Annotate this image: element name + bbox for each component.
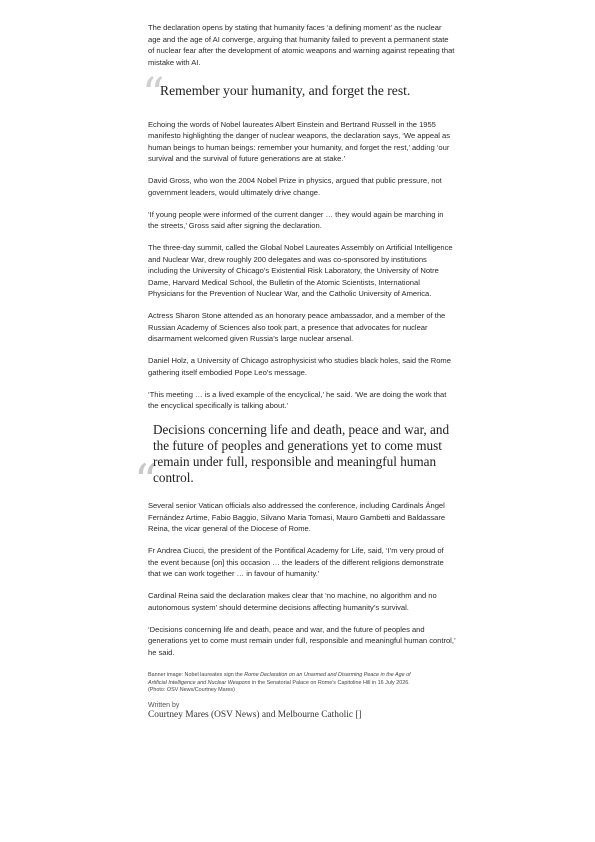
caption-title: Rome Declaration on an Unarmed and Disarming Peace in the Age of Artificial Intelligence and Nuclear Weapons xyxy=(148,672,411,686)
article-body xyxy=(134,22,456,721)
quote-mark-icon: “ xyxy=(142,68,165,120)
paragraph: David Gross, who won the 2004 Nobel Prize in physics, argued that public pressure, not government leaders, would ultimately drive change. xyxy=(148,176,442,197)
paragraph: Daniel Holz, a University of Chicago astrophysicist who studies black holes, said the Rome gathering itself embodied Pope Leo’s message. xyxy=(148,356,451,377)
quote-mark-icon: “ xyxy=(134,454,158,508)
paragraph: Echoing the words of Nobel laureates Albert Einstein and Bertrand Russell in the 1955 manifesto highlighting the danger of nuclear weapons, the declaration says, ‘We appeal as human beings to human beings: remember your humanity, and forget the rest,’ adding ‘our survival and the survival of future generations are at stake.’ xyxy=(148,119,451,163)
paragraph: ‘Decisions concerning life and death, peace and war, and the future of peoples and generations yet to come must remain under full, responsible and meaningful human control,’ he said. xyxy=(148,624,456,657)
pull-quote xyxy=(142,68,456,120)
byline-label: Written by xyxy=(148,701,180,709)
pull-quote xyxy=(134,422,456,508)
paragraph: The declaration opens by stating that humanity faces ‘a defining moment’ as the nuclear age and the age of AI converge, arguing that humanity failed to prevent a permanent state of nuclear fear after the development of atomic weapons and warning against repeating that mistake with AI. xyxy=(148,23,455,67)
pull-quote-text: Remember your humanity, and forget the rest. xyxy=(160,82,411,98)
pull-quote-text: Decisions concerning life and death, peace and war, and the future of peoples and generations yet to come must remain under full, responsible and meaningful human control. xyxy=(153,422,450,485)
byline-authors: Courtney Mares (OSV News) and Melbourne Catholic [] xyxy=(148,709,362,720)
image-caption xyxy=(148,672,428,695)
paragraph: Several senior Vatican officials also addressed the conference, including Cardinals Ángel Fernández Artime, Fabio Baggio, Silvano Maria Tomasi, Mauro Gambetti and Baldassare Reina, the vicar general of the Diocese of Rome. xyxy=(148,501,446,533)
caption-prefix: Banner image: Nobel laureates sign the xyxy=(148,672,245,678)
caption-suffix: in the Senatorial Palace on Rome’s Capitoline Hill in 16 July 2026. (Photo: OSV News/Courtney Mares) xyxy=(148,679,410,694)
paragraph: The three-day summit, called the Global Nobel Laureates Assembly on Artificial Intelligence and Nuclear War, drew roughly 200 delegates and was co-sponsored by institutions including the University of Chicago’s Existential Risk Laboratory, the University of Notre Dame, Harvard Medical School, the Bulletin of the Atomic Scientists, International Physicians for the Prevention of Nuclear War, and the Catholic University of America. xyxy=(148,243,453,298)
paragraph: Actress Sharon Stone attended as an honorary peace ambassador, and a member of the Russian Academy of Sciences also took part, a presence that advocates for nuclear disarmament welcomed given Russia’s large nuclear arsenal. xyxy=(148,311,446,343)
paragraph: Cardinal Reina said the declaration makes clear that ‘no machine, no algorithm and no autonomous system’ should determine decisions affecting humanity’s survival. xyxy=(148,591,437,612)
paragraph: ‘If young people were informed of the current danger … they would again be marching in the streets,’ Gross said after signing the declaration. xyxy=(148,209,444,230)
paragraph: Fr Andrea Ciucci, the president of the Pontifical Academy for Life, said, ‘I’m very proud of the event because [on] this occasion … the leaders of the different religions demonstrate that we can work together … in favour of humanity.’ xyxy=(148,546,444,578)
paragraph: ‘This meeting … is a lived example of the encyclical,’ he said. ‘We are doing the work that the encyclical specifically is talking about.’ xyxy=(148,389,447,410)
